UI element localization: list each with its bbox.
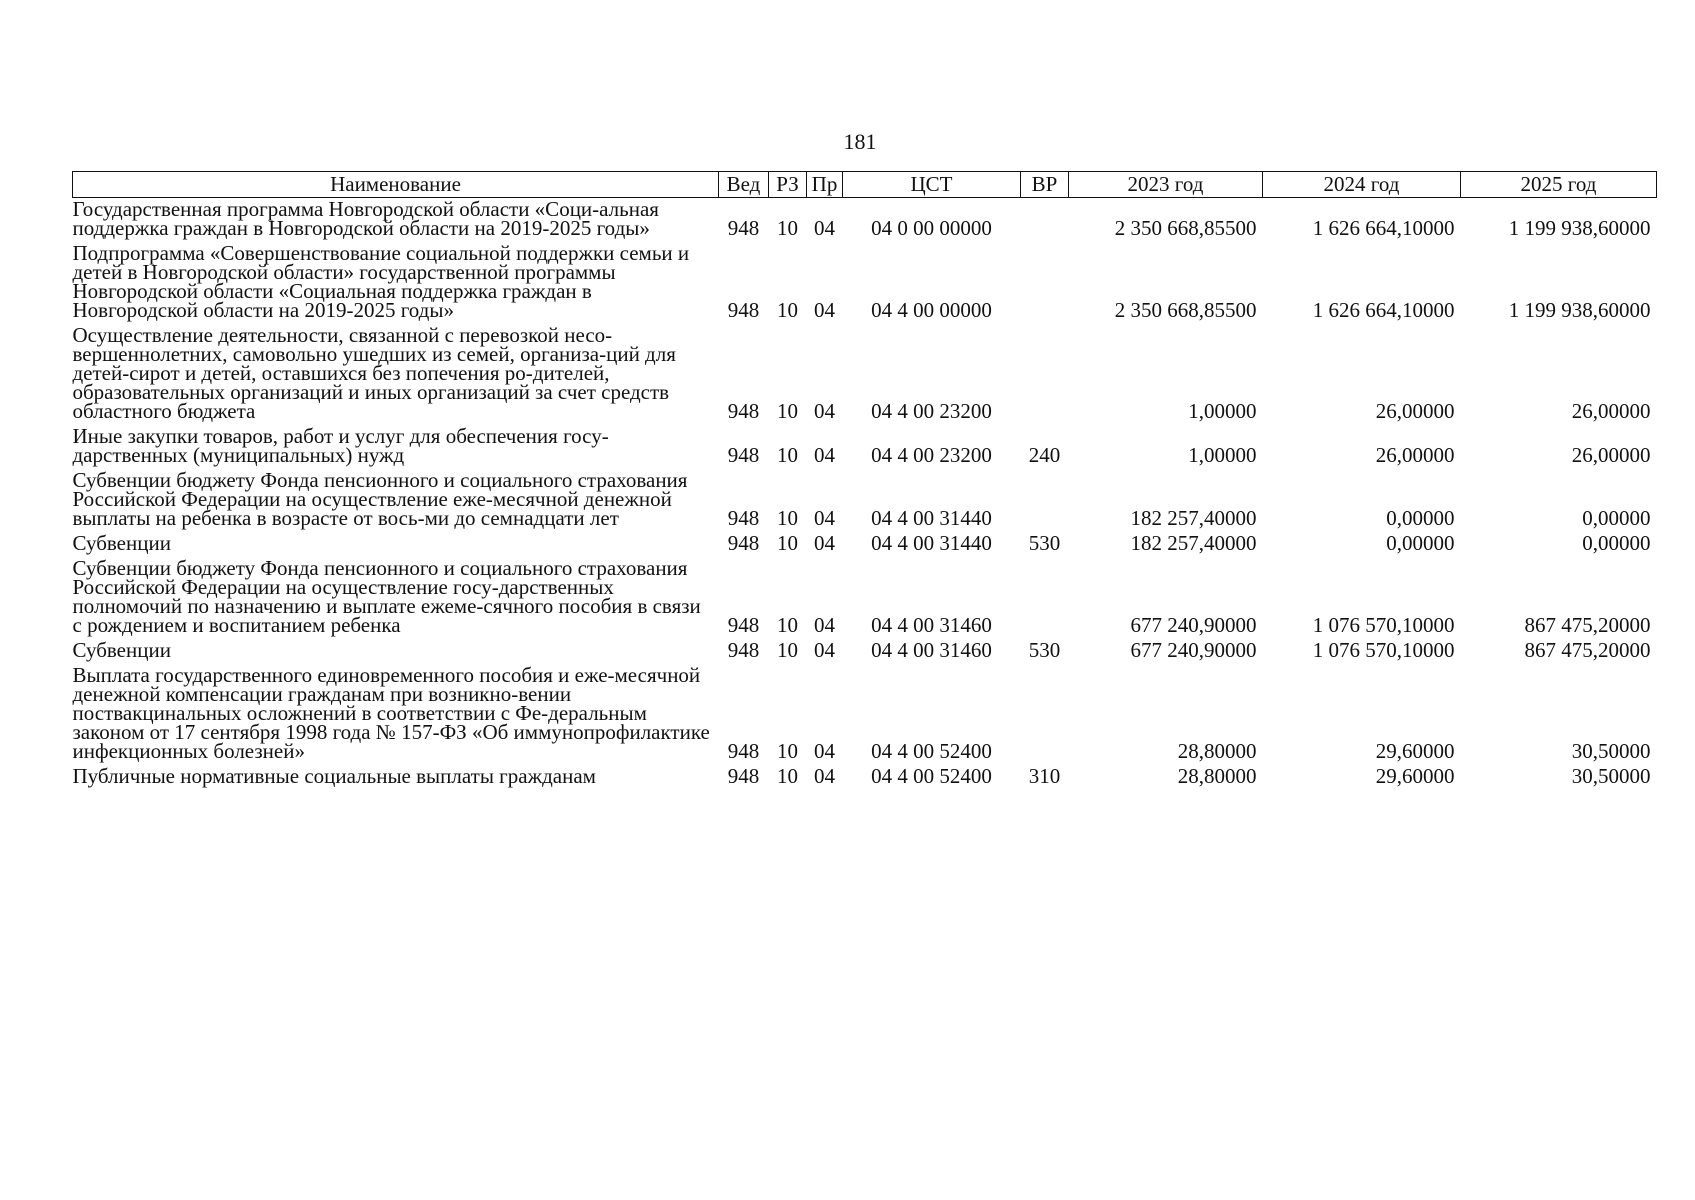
row-rz: 10 <box>777 506 798 530</box>
row-rz: 10 <box>777 764 798 788</box>
row-pr: 04 <box>814 739 835 763</box>
row-vr <box>1021 198 1069 243</box>
row-rz: 10 <box>777 399 798 423</box>
row-rz: 10 <box>777 613 798 637</box>
row-cst: 04 4 00 52400 <box>871 739 992 763</box>
row-ved: 948 <box>727 399 760 423</box>
row-vr <box>1021 557 1069 639</box>
row-2025: 26,00000 <box>1571 443 1651 467</box>
row-2024: 29,60000 <box>1375 739 1455 763</box>
row-cst: 04 0 00 00000 <box>871 216 992 240</box>
table-row <box>73 664 1657 765</box>
row-2025: 1 199 938,60000 <box>1508 298 1651 322</box>
row-rz: 10 <box>777 739 798 763</box>
row-2023: 182 257,40000 <box>1130 531 1257 555</box>
row-ved: 948 <box>727 531 760 555</box>
header-2024: 2024 год <box>1263 172 1461 198</box>
row-ved: 948 <box>727 739 760 763</box>
row-pr: 04 <box>814 531 835 555</box>
row-2024: 29,60000 <box>1375 764 1455 788</box>
row-2024: 1 626 664,10000 <box>1312 216 1455 240</box>
row-pr: 04 <box>814 399 835 423</box>
row-pr: 04 <box>814 298 835 322</box>
row-2023: 677 240,90000 <box>1130 613 1257 637</box>
header-2023: 2023 год <box>1069 172 1263 198</box>
row-2024: 1 076 570,10000 <box>1312 638 1455 662</box>
row-ved: 948 <box>727 638 760 662</box>
row-pr: 04 <box>814 216 835 240</box>
row-cst: 04 4 00 23200 <box>871 443 992 467</box>
row-2025: 867 475,20000 <box>1524 638 1651 662</box>
header-name: Наименование <box>73 172 719 198</box>
header-pr: Пр <box>807 172 843 198</box>
row-2023: 182 257,40000 <box>1130 506 1257 530</box>
row-pr: 04 <box>814 506 835 530</box>
row-2025: 30,50000 <box>1571 739 1651 763</box>
row-vr <box>1021 469 1069 532</box>
row-2023: 28,80000 <box>1177 764 1257 788</box>
row-2025: 1 199 938,60000 <box>1508 216 1651 240</box>
row-2023: 1,00000 <box>1188 399 1257 423</box>
row-rz: 10 <box>777 443 798 467</box>
row-rz: 10 <box>777 531 798 555</box>
row-name: Государственная программа Новгородской области «Соци-альная поддержка граждан в Новгородской области на 2019-2025 годы» <box>72 197 659 240</box>
row-2025: 30,50000 <box>1571 764 1651 788</box>
row-pr: 04 <box>814 443 835 467</box>
row-2025: 26,00000 <box>1571 399 1651 423</box>
row-ved: 948 <box>727 613 760 637</box>
row-vr <box>1021 324 1069 425</box>
row-vr: 530 <box>1028 531 1061 555</box>
row-vr <box>1021 664 1069 765</box>
row-cst: 04 4 00 00000 <box>871 298 992 322</box>
table-row <box>73 532 1657 557</box>
header-ved: Вед <box>719 172 769 198</box>
row-2024: 26,00000 <box>1375 443 1455 467</box>
row-rz: 10 <box>777 216 798 240</box>
row-name: Осуществление деятельности, связанной с перевозкой несо-вершеннолетних, самовольно ушедших из семей, организа-ций для детей-сирот и детей, оставшихся без попечения ро-дителей, образовательных организаций и иных организаций за счет средств областного бюджета <box>72 323 676 423</box>
row-rz: 10 <box>777 298 798 322</box>
page-number: 181 <box>843 129 877 154</box>
row-vr: 240 <box>1028 443 1061 467</box>
row-ved: 948 <box>727 764 760 788</box>
row-2023: 28,80000 <box>1177 739 1257 763</box>
row-2024: 0,00000 <box>1386 506 1455 530</box>
row-2023: 2 350 668,85500 <box>1114 298 1257 322</box>
row-ved: 948 <box>727 216 760 240</box>
row-pr: 04 <box>814 764 835 788</box>
row-2023: 2 350 668,85500 <box>1114 216 1257 240</box>
row-name: Публичные нормативные социальные выплаты гражданам <box>72 764 596 788</box>
header-rz: РЗ <box>769 172 807 198</box>
table-row <box>73 242 1657 324</box>
row-name: Субвенции <box>72 531 171 555</box>
row-2023: 677 240,90000 <box>1130 638 1257 662</box>
table-row <box>73 198 1657 243</box>
row-cst: 04 4 00 23200 <box>871 399 992 423</box>
row-cst: 04 4 00 31460 <box>871 613 992 637</box>
row-2024: 1 626 664,10000 <box>1312 298 1455 322</box>
row-name: Субвенции бюджету Фонда пенсионного и социального страхования Российской Федерации на осуществление госу-дарственных полномочий по назначению и выплате ежеме-сячного пособия в связи с рождением и воспитанием ребенка <box>72 556 701 637</box>
budget-table <box>72 171 1657 790</box>
header-2025: 2025 год <box>1461 172 1657 198</box>
row-name: Субвенции бюджету Фонда пенсионного и социального страхования Российской Федерации на осуществление еже-месячной денежной выплаты на ребенка в возрасте от вось-ми до семнадцати лет <box>72 468 688 530</box>
table-row <box>73 469 1657 532</box>
table-row <box>73 324 1657 425</box>
row-2025: 867 475,20000 <box>1524 613 1651 637</box>
row-pr: 04 <box>814 613 835 637</box>
row-2025: 0,00000 <box>1582 506 1651 530</box>
row-ved: 948 <box>727 298 760 322</box>
header-cst: ЦСТ <box>843 172 1021 198</box>
table-row <box>73 425 1657 469</box>
row-vr <box>1021 242 1069 324</box>
row-cst: 04 4 00 52400 <box>871 764 992 788</box>
row-rz: 10 <box>777 638 798 662</box>
table-row <box>73 557 1657 639</box>
row-cst: 04 4 00 31460 <box>871 638 992 662</box>
table-row <box>73 765 1657 790</box>
row-2024: 1 076 570,10000 <box>1312 613 1455 637</box>
row-vr: 530 <box>1028 638 1061 662</box>
row-2025: 0,00000 <box>1582 531 1651 555</box>
header-vr: ВР <box>1021 172 1069 198</box>
row-pr: 04 <box>814 638 835 662</box>
row-cst: 04 4 00 31440 <box>871 531 992 555</box>
row-name: Выплата государственного единовременного пособия и еже-месячной денежной компенсации гражданам при возникно-вении поствакцинальных осложнений в соответствии с Фе-деральным законом от 17 сентября 1998 года № 157-ФЗ «Об иммунопрофилактике инфекционных болезней» <box>72 663 710 763</box>
table-row <box>73 639 1657 664</box>
row-2024: 26,00000 <box>1375 399 1455 423</box>
row-name: Субвенции <box>72 638 171 662</box>
row-ved: 948 <box>727 443 760 467</box>
row-name: Иные закупки товаров, работ и услуг для обеспечения госу-дарственных (муниципальных) нужд <box>72 424 609 467</box>
row-ved: 948 <box>727 506 760 530</box>
row-name: Подпрограмма «Совершенствование социальной поддержки семьи и детей в Новгородской области» государственной программы Новгородской области «Социальная поддержка граждан в Новгородской области на 2019-2025 годы» <box>72 241 690 322</box>
row-2023: 1,00000 <box>1188 443 1257 467</box>
row-2024: 0,00000 <box>1386 531 1455 555</box>
row-vr: 310 <box>1028 764 1061 788</box>
table-header-row <box>73 172 1657 198</box>
row-cst: 04 4 00 31440 <box>871 506 992 530</box>
